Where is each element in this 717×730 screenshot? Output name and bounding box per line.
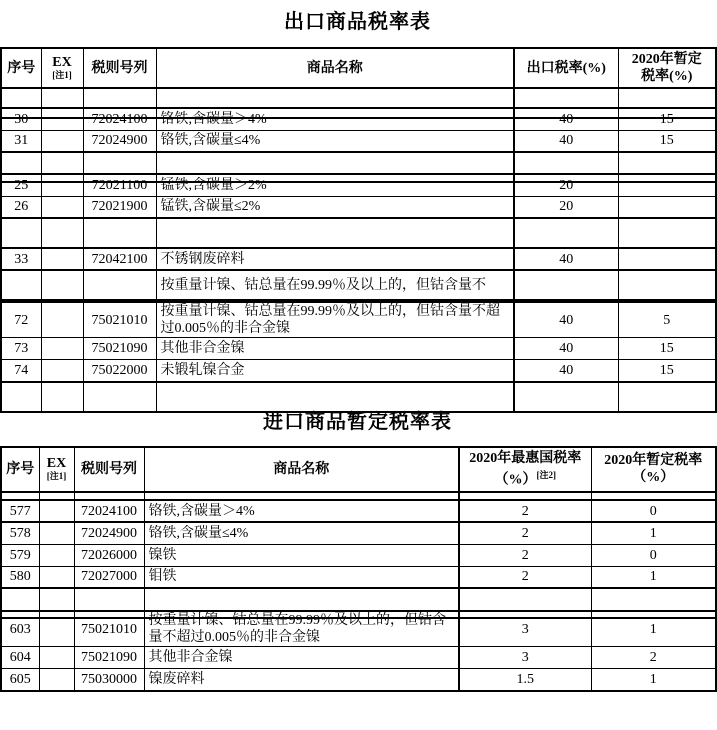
col-header-name: 商品名称 <box>144 447 459 492</box>
cell-name: 钼铁 <box>144 566 459 588</box>
cell-name: 镍铁 <box>144 544 459 566</box>
cell-rate1: 40 <box>514 360 618 382</box>
cell-rate2: 0 <box>591 500 716 522</box>
export-rows-fragment <box>0 247 715 293</box>
clipped-row: 按重量计镍、钴总量在99.99％及以上的，但钴含量不 <box>1 270 716 300</box>
cell-no: 33 <box>1 248 41 270</box>
cell-rate2: 1 <box>591 611 716 647</box>
cell-rate1: 20 <box>514 196 618 218</box>
cell-name: 铬铁,含碳量≤4% <box>144 522 459 544</box>
cell-no: 604 <box>1 647 39 669</box>
cell-rate2: 15 <box>618 360 716 382</box>
cell-ex <box>39 669 74 691</box>
ex-note-label: [注1] <box>46 471 67 482</box>
cell-name: 铬铁,含碳量≤4% <box>156 130 514 152</box>
ex-label: EX <box>46 456 67 472</box>
cell-rate2 <box>618 196 716 218</box>
import-header-row <box>1 447 716 492</box>
col-header-export-rate: 出口税率(%) <box>514 48 618 88</box>
cell-rate2: 15 <box>618 338 716 360</box>
table-row <box>1 130 716 152</box>
cell-ex <box>39 566 74 588</box>
table-row <box>1 108 716 130</box>
cell-rate2: 1 <box>591 669 716 691</box>
import-rows-fragment <box>0 610 715 692</box>
cell-code: 75021010 <box>83 302 156 338</box>
cell-rate1: 40 <box>514 338 618 360</box>
cell-rate1: 40 <box>514 130 618 152</box>
export-rows-table <box>0 301 717 413</box>
col-header-seq: 序号 <box>1 447 39 492</box>
col-header-seq: 序号 <box>1 48 41 88</box>
cell-code: 72024900 <box>83 130 156 152</box>
table-row <box>1 338 716 360</box>
cell-rate1: 3 <box>459 611 591 647</box>
cell-ex <box>39 647 74 669</box>
col-header-provisional-rate <box>591 447 716 492</box>
mfn-rate-line2: （%） <box>494 472 537 488</box>
table-row <box>1 248 716 270</box>
cell-no: 72 <box>1 302 41 338</box>
cell-ex <box>41 196 83 218</box>
col-header-code: 税则号列 <box>83 48 156 88</box>
cell-rate1: 40 <box>514 108 618 130</box>
cell-rate2: 15 <box>618 108 716 130</box>
cell-name: 锰铁,含碳量≤2% <box>156 196 514 218</box>
cell-no: 31 <box>1 130 41 152</box>
table-row <box>1 669 716 691</box>
cell-rate2: 5 <box>618 302 716 338</box>
cell-code: 75022000 <box>83 360 156 382</box>
cell-ex <box>41 338 83 360</box>
import-rows-table <box>0 499 717 619</box>
cell-rate1: 2 <box>459 566 591 588</box>
cell-ex <box>39 611 74 647</box>
export-rows-fragment <box>0 301 715 395</box>
export-rows-fragment <box>0 107 715 161</box>
export-rows-table <box>0 107 717 183</box>
col-header-name: 商品名称 <box>156 48 514 88</box>
cell-name: 铬铁,含碳量＞4% <box>144 500 459 522</box>
provisional-rate-line2: （%） <box>632 470 675 486</box>
cell-code: 72024100 <box>83 108 156 130</box>
cell-name: 铬铁,含碳量＞4% <box>156 108 514 130</box>
cell-code: 75021090 <box>74 647 144 669</box>
cell-rate2 <box>618 174 716 196</box>
cell-code: 72026000 <box>74 544 144 566</box>
import-table-header-fragment <box>0 446 715 497</box>
export-table-title: 出口商品税率表 <box>284 11 431 33</box>
cell-no: 26 <box>1 196 41 218</box>
cell-ex <box>41 130 83 152</box>
cell-code: 75030000 <box>74 669 144 691</box>
cell-code: 72024100 <box>74 500 144 522</box>
cell-name: 未锻轧镍合金 <box>156 360 514 382</box>
ex-label: EX <box>52 55 72 70</box>
col-header-code: 税则号列 <box>74 447 144 492</box>
cell-no: 74 <box>1 360 41 382</box>
export-header-row <box>1 48 716 88</box>
cell-rate1: 40 <box>514 302 618 338</box>
cell-rate1: 20 <box>514 174 618 196</box>
cell-ex <box>39 544 74 566</box>
table-row <box>1 196 716 218</box>
cell-ex <box>41 302 83 338</box>
table-row <box>1 360 716 382</box>
mfn-rate-note: [注2] <box>536 470 556 480</box>
cell-ex <box>41 108 83 130</box>
cell-code: 72024900 <box>74 522 144 544</box>
export-rows-fragment <box>0 173 715 227</box>
cell-code: 72042100 <box>83 248 156 270</box>
cell-rate2: 2 <box>591 647 716 669</box>
cell-no: 25 <box>1 174 41 196</box>
export-table-header-fragment <box>0 47 715 94</box>
cell-code: 72021100 <box>83 174 156 196</box>
col-header-ex <box>39 447 74 492</box>
cell-name: 不锈钢废碎料 <box>156 248 514 270</box>
col-header-provisional-rate: 2020年暂定税率(%) <box>618 48 716 88</box>
table-row <box>1 566 716 588</box>
cell-name: 按重量计镍、钴总量在99.99％及以上的，但钴含量不超过0.005％的非合金镍 <box>156 302 514 338</box>
import-table-title: 进口商品暂定税率表 <box>263 411 452 433</box>
import-rows-table <box>0 610 717 692</box>
cell-ex <box>41 174 83 196</box>
cell-rate1: 2 <box>459 544 591 566</box>
cell-name: 其他非合金镍 <box>144 647 459 669</box>
cell-rate1: 1.5 <box>459 669 591 691</box>
cell-no: 580 <box>1 566 39 588</box>
clipped-row <box>1 218 716 248</box>
cell-code: 72021900 <box>83 196 156 218</box>
cell-no: 73 <box>1 338 41 360</box>
col-header-ex <box>41 48 83 88</box>
cell-ex <box>39 500 74 522</box>
cell-code: 75021010 <box>74 611 144 647</box>
cell-rate1: 3 <box>459 647 591 669</box>
cell-ex <box>41 360 83 382</box>
table-row <box>1 174 716 196</box>
cell-ex <box>39 522 74 544</box>
table-row <box>1 500 716 522</box>
table-row <box>1 302 716 338</box>
cell-name: 其他非合金镍 <box>156 338 514 360</box>
cell-name: 按重量计镍、钴总量在99.99％及以上的，但钴含量不超过0.005％的非合金镍 <box>144 611 459 647</box>
cell-no: 578 <box>1 522 39 544</box>
cell-no: 579 <box>1 544 39 566</box>
table-row <box>1 647 716 669</box>
cell-ex <box>41 248 83 270</box>
import-rows-fragment <box>0 499 715 599</box>
cell-rate1: 2 <box>459 522 591 544</box>
cell-rate2: 15 <box>618 130 716 152</box>
cell-rate1: 2 <box>459 500 591 522</box>
cell-code: 72027000 <box>74 566 144 588</box>
provisional-rate-line1: 2020年暂定税率 <box>604 453 703 469</box>
cell-no: 605 <box>1 669 39 691</box>
cell-name: 锰铁,含碳量＞2% <box>156 174 514 196</box>
cell-no: 603 <box>1 611 39 647</box>
clipped-row <box>1 382 716 412</box>
ex-note-label: [注1] <box>52 70 72 80</box>
table-row <box>1 611 716 647</box>
col-header-mfn-rate <box>459 447 591 492</box>
cell-no: 30 <box>1 108 41 130</box>
document-page <box>0 10 715 692</box>
cell-rate1: 40 <box>514 248 618 270</box>
cell-no: 577 <box>1 500 39 522</box>
export-rows-table <box>0 173 717 249</box>
mfn-rate-line1: 2020年最惠国税率 <box>469 451 582 466</box>
cell-code: 75021090 <box>83 338 156 360</box>
cell-name: 镍废碎料 <box>144 669 459 691</box>
export-rows-table <box>0 247 717 301</box>
table-row <box>1 522 716 544</box>
table-row <box>1 544 716 566</box>
cell-rate2 <box>618 248 716 270</box>
cell-rate2: 1 <box>591 566 716 588</box>
cell-rate2: 0 <box>591 544 716 566</box>
cell-rate2: 1 <box>591 522 716 544</box>
